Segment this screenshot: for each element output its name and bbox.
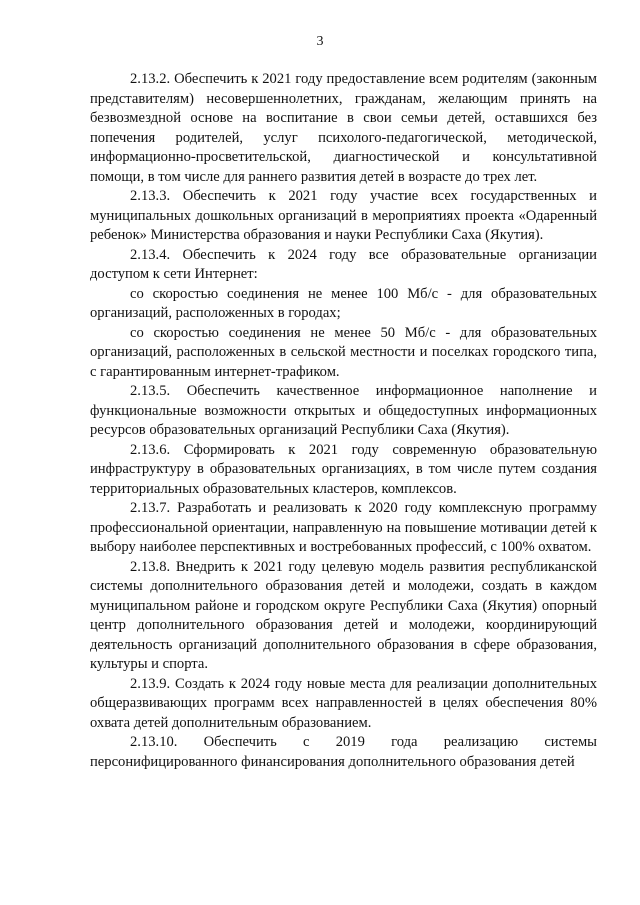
paragraph-internet-rural xyxy=(90,324,597,383)
paragraph-text: со скоростью соединения не менее 50 Мб/с - для образовательных организаций, расположенных в сельской местности и поселках городского типа, с гарантированным интернет-трафиком. xyxy=(90,324,597,380)
paragraph-text: Обеспечить к 2024 году все образовательные организации доступом к сети Интернет: xyxy=(90,246,597,282)
paragraph-text: Разработать и реализовать к 2020 году комплексную программу профессиональной ориентации, направленную на повышение мотивации детей к выбору наиболее перспективных и востребованных профессий, с 100% охватом. xyxy=(90,500,597,555)
paragraph-text: Обеспечить к 2021 году предоставление всем родителям (законным представителям) несовершеннолетних, гражданам, желающим принять на безвозмездной основе на воспитание в свои семьи детей, оставшихся без попечения родителей, услуг психолого-педагогической, методической, информационно-просветительской, диагностической и консультативной помощи, в том числе для раннего развития детей в возрасте до трех лет. xyxy=(90,71,597,185)
paragraph-2-13-9 xyxy=(90,675,597,734)
paragraph-2-13-6 xyxy=(90,441,597,500)
paragraph-2-13-4 xyxy=(90,246,597,285)
paragraph-2-13-8 xyxy=(90,558,597,675)
document-body xyxy=(90,70,597,772)
item-number: 2.13.7. xyxy=(130,500,171,516)
paragraph-text: Создать к 2024 году новые места для реализации дополнительных общеразвивающих программ всех направленностей в целях обеспечения 80% охвата детей дополнительным образованием. xyxy=(90,675,597,731)
item-number: 2.13.2. xyxy=(130,71,171,87)
item-number: 2.13.3. xyxy=(130,188,171,204)
item-number: 2.13.5. xyxy=(130,383,171,399)
item-number: 2.13.6. xyxy=(130,441,171,458)
paragraph-2-13-7 xyxy=(90,499,597,558)
page-number: 3 xyxy=(316,34,324,49)
paragraph-2-13-2 xyxy=(90,70,597,187)
item-number: 2.13.4. xyxy=(130,246,171,263)
item-number: 2.13.8. xyxy=(130,558,171,575)
paragraph-text: Внедрить к 2021 году целевую модель развития республиканской системы дополнительного образования детей и молодежи, создать в каждом муниципальном районе и городском округе Республики Саха (Якутия) опорный центр дополнительного образования детей и молодежи, координирующий деятельность организаций дополнительного образования в сфере образования, культуры и спорта. xyxy=(90,558,597,672)
paragraph-text: Обеспечить к 2021 году участие всех государственных и муниципальных дошкольных организаций в мероприятиях проекта «Одаренный ребенок» Министерства образования и науки Республики Саха (Якутия). xyxy=(90,188,597,243)
paragraph-2-13-10 xyxy=(90,733,597,772)
item-number: 2.13.9. xyxy=(130,675,171,692)
paragraph-2-13-5 xyxy=(90,382,597,441)
paragraph-internet-cities xyxy=(90,285,597,324)
item-number: 2.13.10. xyxy=(130,734,178,750)
paragraph-2-13-3 xyxy=(90,187,597,246)
paragraph-text: Сформировать к 2021 году современную образовательную инфраструктуру в образовательных организациях, в том числе путем создания территориальных образовательных кластеров, комплексов. xyxy=(90,441,597,497)
paragraph-text: Обеспечить с 2019 года реализацию системы персонифицированного финансирования дополнительного образования детей xyxy=(90,734,597,770)
paragraph-text: со скоростью соединения не менее 100 Мб/с - для образовательных организаций, расположенных в городах; xyxy=(90,285,597,321)
paragraph-text: Обеспечить качественное информационное наполнение и функциональные возможности открытых и общедоступных информационных ресурсов образовательных организаций Республики Саха (Якутия). xyxy=(90,383,597,438)
